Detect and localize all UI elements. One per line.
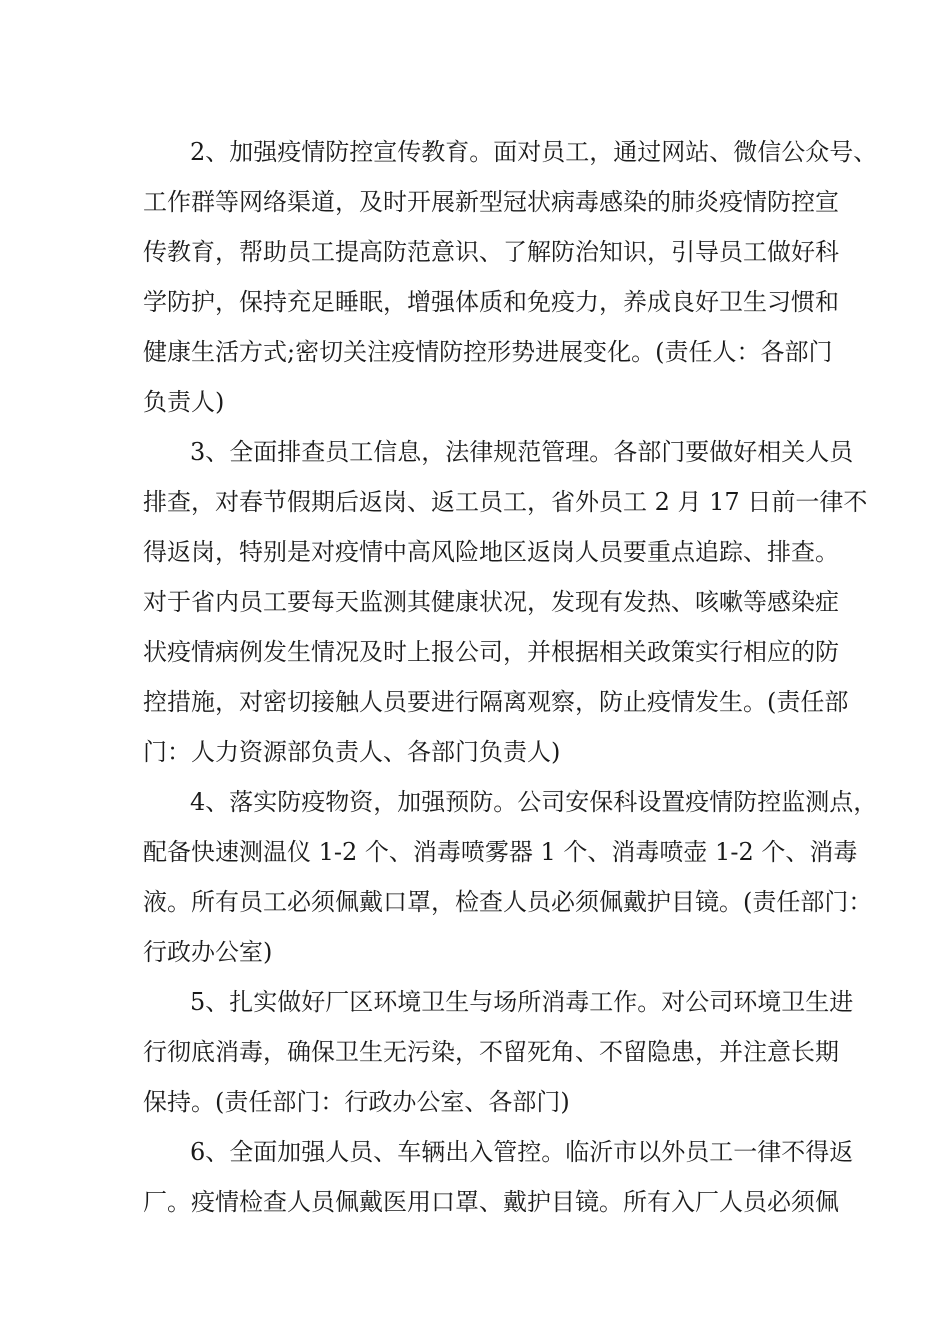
paragraph-4-line-1: 4、落实防疫物资，加强预防。公司安保科设置疫情防控监测点， xyxy=(190,788,878,816)
paragraph-5-line-3: 保持。(责任部门：行政办公室、各部门) xyxy=(143,1088,570,1116)
paragraph-3-line-6: 控措施，对密切接触人员要进行隔离观察，防止疫情发生。(责任部 xyxy=(143,688,849,716)
paragraph-2-line-4: 学防护，保持充足睡眠，增强体质和免疫力，养成良好卫生习惯和 xyxy=(143,288,839,316)
paragraph-4-line-2: 配备快速测温仪 1-2 个、消毒喷雾器 1 个、消毒喷壶 1-2 个、消毒 xyxy=(143,838,858,866)
paragraph-4-line-3: 液。所有员工必须佩戴口罩，检查人员必须佩戴护目镜。(责任部门： xyxy=(143,888,873,916)
paragraph-3-line-5: 状疫情病例发生情况及时上报公司，并根据相关政策实行相应的防 xyxy=(143,638,839,666)
paragraph-4-line-4: 行政办公室) xyxy=(143,938,273,966)
paragraph-3-line-2: 排查，对春节假期后返岗、返工员工，省外员工 2 月 17 日前一律不 xyxy=(143,488,868,516)
paragraph-3-line-1: 3、全面排查员工信息，法律规范管理。各部门要做好相关人员 xyxy=(190,438,854,466)
paragraph-6-line-2: 厂。疫情检查人员佩戴医用口罩、戴护目镜。所有入厂人员必须佩 xyxy=(143,1188,839,1216)
paragraph-2-line-1: 2、加强疫情防控宣传教育。面对员工，通过网站、微信公众号、 xyxy=(190,138,878,166)
paragraph-5-line-2: 行彻底消毒，确保卫生无污染，不留死角、不留隐患，并注意长期 xyxy=(143,1038,839,1066)
paragraph-3-line-7: 门：人力资源部负责人、各部门负责人) xyxy=(143,738,561,766)
paragraph-6-line-1: 6、全面加强人员、车辆出入管控。临沂市以外员工一律不得返 xyxy=(190,1138,854,1166)
paragraph-2-line-3: 传教育，帮助员工提高防范意识、了解防治知识，引导员工做好科 xyxy=(143,238,839,266)
paragraph-2-line-6: 负责人) xyxy=(143,388,225,416)
paragraph-2-line-5: 健康生活方式;密切关注疫情防控形势进展变化。(责任人：各部门 xyxy=(143,338,833,366)
paragraph-2-line-2: 工作群等网络渠道，及时开展新型冠状病毒感染的肺炎疫情防控宣 xyxy=(143,188,839,216)
paragraph-3-line-3: 得返岗，特别是对疫情中高风险地区返岗人员要重点追踪、排查。 xyxy=(143,538,839,566)
paragraph-5-line-1: 5、扎实做好厂区环境卫生与场所消毒工作。对公司环境卫生进 xyxy=(190,988,854,1016)
paragraph-3-line-4: 对于省内员工要每天监测其健康状况，发现有发热、咳嗽等感染症 xyxy=(143,588,839,616)
